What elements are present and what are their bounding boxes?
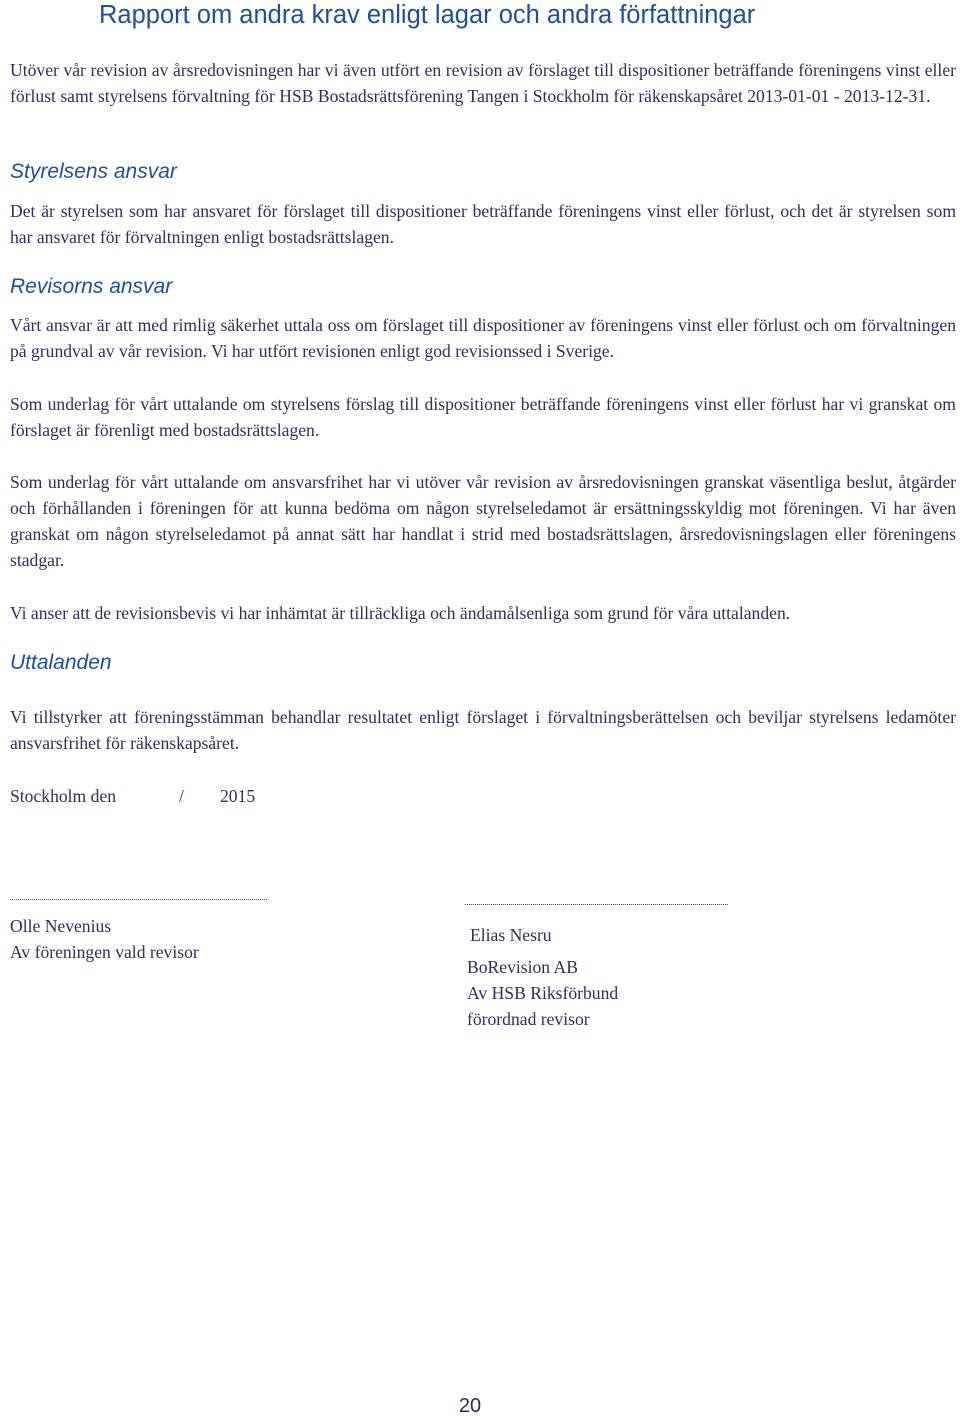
heading-styrelsens-ansvar: Styrelsens ansvar bbox=[10, 160, 177, 183]
signer-right-role-1: Av HSB Riksförbund bbox=[467, 983, 619, 1003]
signer-right-company: BoRevision AB bbox=[467, 957, 578, 977]
revisorns-ansvar-paragraph-4: Vi anser att de revisionsbevis vi har inhämtat är tillräckliga och ändamålsenliga som grund för våra uttalanden. bbox=[10, 603, 791, 623]
revisorns-ansvar-paragraph-1: Vårt ansvar är att med rimlig säkerhet uttala oss om förslaget till dispositioner av föreningens vinst eller förlust och om förvaltningen på grundval av vår revision. Vi har utfört revisionen enligt god revisionssed i Sverige. bbox=[10, 315, 956, 361]
styrelsens-ansvar-paragraph: Det är styrelsen som har ansvaret för förslaget till dispositioner beträffande föreningens vinst eller förlust, och det är styrelsen som har ansvaret för förvaltningen enligt bostadsrättslagen. bbox=[10, 201, 956, 247]
heading-revisorns-ansvar: Revisorns ansvar bbox=[10, 275, 173, 298]
date-year: 2015 bbox=[220, 786, 256, 806]
signature-line-left bbox=[10, 899, 267, 900]
signer-right-name: Elias Nesru bbox=[470, 925, 552, 945]
signature-line-right bbox=[465, 904, 728, 905]
revisorns-ansvar-paragraph-2: Som underlag för vårt uttalande om styrelsens förslag till dispositioner beträffande föreningens vinst eller förlust har vi granskat om förslaget är förenligt med bostadsrättslagen. bbox=[10, 394, 956, 440]
signer-left-role: Av föreningen vald revisor bbox=[10, 942, 199, 962]
uttalanden-paragraph: Vi tillstyrker att föreningsstämman behandlar resultatet enligt förslaget i förvaltningsberättelsen och beviljar styrelsens ledamöter ansvarsfrihet för räkenskapsåret. bbox=[10, 707, 956, 753]
heading-uttalanden: Uttalanden bbox=[10, 651, 112, 674]
intro-paragraph: Utöver vår revision av årsredovisningen har vi även utfört en revision av förslaget till dispositioner beträffande föreningens vinst eller förlust samt styrelsens förvaltning för HSB Bostadsrättsförening Tangen i Stockholm för räkenskapsåret 2013-01-01 - 2013-12-31. bbox=[10, 60, 956, 106]
date-slash: / bbox=[179, 786, 184, 806]
revisorns-ansvar-paragraph-3: Som underlag för vårt uttalande om ansvarsfrihet har vi utöver vår revision av årsredovisningen granskat väsentliga beslut, åtgärder och förhållanden i föreningen för att kunna bedöma om någon styrelseledamot är ersättningsskyldig mot föreningen. Vi har även granskat om någon styrelseledamot på annat sätt har handlat i strid med bostadsrättslagen, årsredovisningslagen eller föreningens stadgar. bbox=[10, 472, 956, 570]
signer-right-role-2: förordnad revisor bbox=[467, 1009, 590, 1029]
page-number: 20 bbox=[458, 1395, 482, 1417]
page-title: Rapport om andra krav enligt lagar och andra författningar bbox=[99, 1, 756, 29]
place-label: Stockholm den bbox=[10, 786, 117, 806]
signer-left-name: Olle Nevenius bbox=[10, 916, 112, 936]
